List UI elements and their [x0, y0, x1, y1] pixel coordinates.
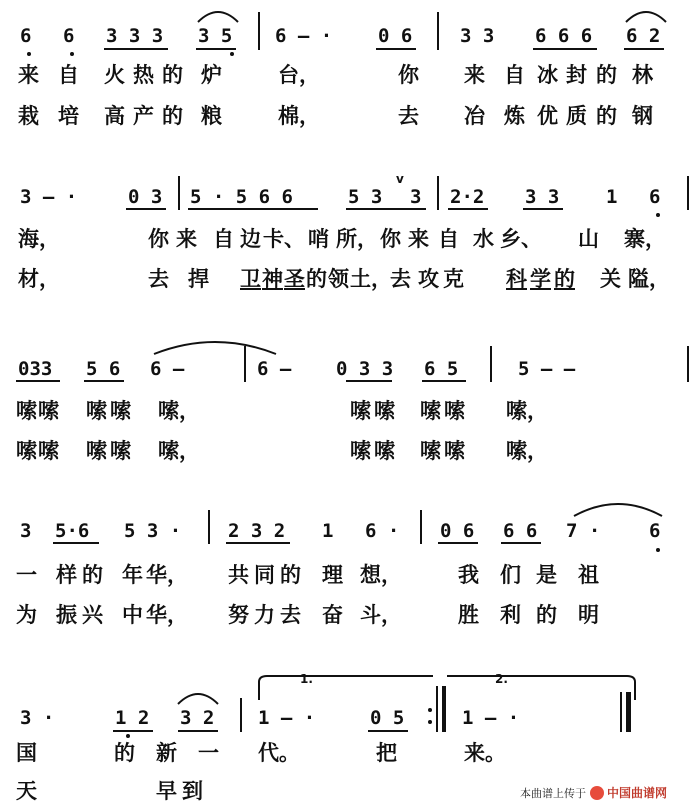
lyric: 祖: [578, 563, 599, 587]
lyric: 你: [148, 227, 169, 251]
lyric: 华，: [146, 603, 188, 627]
lyric: 共: [228, 563, 249, 587]
lyric: 样: [56, 563, 77, 587]
lyric: 攻: [418, 267, 439, 291]
lyric: 嗦: [350, 399, 371, 423]
beam: [84, 380, 124, 382]
lyric: 去: [398, 104, 419, 128]
lyric: 台，: [278, 63, 320, 87]
note-group: 3 3: [525, 186, 560, 208]
lyric: 圣: [284, 267, 305, 291]
lyric: 力: [254, 603, 275, 627]
lyric: 来: [18, 63, 39, 87]
note-group: 2·2: [450, 186, 485, 208]
lyric: 天: [16, 779, 37, 803]
note-group: 0 6: [378, 25, 413, 47]
lyric: 嗦: [444, 439, 465, 463]
music-note-icon: [590, 786, 604, 800]
lyric: 嗦，: [158, 399, 200, 423]
lyric: 土，: [350, 267, 392, 291]
lyric: 的: [162, 63, 183, 87]
site-logo[interactable]: [590, 784, 667, 801]
lyric: 隘，: [628, 267, 670, 291]
lyric: 林: [632, 63, 653, 87]
note-group: 5·6: [55, 520, 90, 542]
lyric: 学: [530, 267, 551, 291]
lyric: 想，: [360, 563, 402, 587]
note-group: 3 – ·: [20, 186, 78, 208]
lyric: 山: [578, 227, 599, 251]
lyric: 国: [16, 741, 37, 765]
beam: [346, 380, 392, 382]
lyric: 嗦: [374, 399, 395, 423]
note-group: 6 –: [150, 358, 185, 380]
beam: [438, 542, 478, 544]
lyric: 斗，: [360, 603, 402, 627]
note-group: 033: [18, 358, 53, 380]
beam: [624, 48, 664, 50]
lyric: 炉: [201, 63, 222, 87]
lyric: 捍: [188, 267, 209, 291]
breath-mark: v: [396, 172, 404, 186]
lyric: 钢: [632, 104, 653, 128]
note-group: 0 3: [128, 186, 163, 208]
lyric: 棉，: [278, 104, 320, 128]
note-group: 5 · 5 6 6: [190, 186, 293, 208]
lyric: 自: [504, 63, 525, 87]
note-group: 6 6 6: [535, 25, 593, 47]
note-group: 1 2: [115, 707, 150, 729]
lyric: 卫: [240, 267, 261, 291]
lyric: 的: [162, 104, 183, 128]
beam: [16, 380, 60, 382]
note-group: 5 3: [348, 186, 383, 208]
lyric: 嗦: [16, 399, 37, 423]
repeat-barline: [436, 686, 438, 732]
lyric: 边: [240, 227, 261, 251]
lyric: 产: [133, 104, 154, 128]
note-group: 6 – ·: [275, 25, 333, 47]
barline: [208, 510, 210, 544]
lyric: 的: [596, 63, 617, 87]
lyric: 高: [104, 104, 125, 128]
lyric: 嗦: [38, 399, 59, 423]
lyric: 中: [122, 603, 143, 627]
slur: [196, 6, 240, 24]
repeat-dot: [428, 708, 432, 712]
lyric: 封: [566, 63, 587, 87]
note-group: 1 – ·: [258, 707, 316, 729]
lyric: 热: [133, 63, 154, 87]
beam: [368, 730, 408, 732]
lyric: 炼: [504, 104, 525, 128]
lyric: 所，: [336, 227, 378, 251]
beam: [533, 48, 597, 50]
lyric: 我: [458, 563, 479, 587]
lyric: 的: [280, 563, 301, 587]
lyric: 去: [148, 267, 169, 291]
octave-dot: [126, 734, 130, 738]
beam: [113, 730, 153, 732]
lyric: 理: [322, 563, 343, 587]
lyric: 一: [16, 563, 37, 587]
lyric: 寨，: [624, 227, 666, 251]
lyric: 兴: [82, 603, 103, 627]
slur: [176, 688, 220, 706]
lyric: 来: [176, 227, 197, 251]
tie: [570, 498, 666, 518]
lyric: 嗦: [110, 399, 131, 423]
lyric: 来: [408, 227, 429, 251]
lyric: 年: [122, 563, 143, 587]
note-group: 3 ·: [20, 707, 55, 729]
lyric: 利: [500, 603, 521, 627]
beam: [523, 208, 563, 210]
beam: [226, 542, 290, 544]
lyric: 的: [596, 104, 617, 128]
beam: [501, 542, 541, 544]
lyric: 你: [380, 227, 401, 251]
repeat-barline: [442, 686, 446, 732]
note-group: 3 3 3: [106, 25, 164, 47]
lyric: 明: [578, 603, 599, 627]
lyric: 关: [600, 267, 621, 291]
volta-1-label: 1.: [300, 672, 313, 686]
lyric: 乡、: [500, 227, 542, 251]
octave-dot: [70, 52, 74, 56]
note-group: 5 3 ·: [124, 520, 182, 542]
note-group: 6 2: [626, 25, 661, 47]
lyric: 粮: [201, 104, 222, 128]
lyric: 把: [376, 741, 397, 765]
lyric: 嗦: [374, 439, 395, 463]
lyric: 来。: [464, 741, 506, 765]
note-group: 0 3 3: [336, 358, 394, 380]
beam: [196, 48, 236, 50]
lyric: 胜: [458, 603, 479, 627]
note-group: 5 – –: [518, 358, 576, 380]
lyric: 嗦: [86, 399, 107, 423]
lyric: 嗦，: [158, 439, 200, 463]
lyric: 卡、: [263, 227, 305, 251]
beam: [422, 380, 466, 382]
lyric: 嗦: [16, 439, 37, 463]
note: 6: [649, 186, 661, 208]
lyric: 克: [443, 267, 464, 291]
lyric: 自: [58, 63, 79, 87]
note: 1: [322, 520, 334, 542]
lyric: 们: [500, 563, 521, 587]
note: 3: [20, 520, 32, 542]
note-group: 6 5: [424, 358, 459, 380]
tie: [150, 336, 280, 356]
volta-2-label: 2.: [495, 672, 508, 686]
lyric: 优: [537, 104, 558, 128]
note: 6: [649, 520, 661, 542]
lyric: 去: [280, 603, 301, 627]
beam: [178, 730, 218, 732]
beam: [346, 208, 426, 210]
site-name: 中国曲谱网: [607, 786, 668, 800]
lyric: 嗦: [38, 439, 59, 463]
barline: [258, 12, 260, 50]
octave-dot: [656, 213, 660, 217]
lyric: 的: [536, 603, 557, 627]
lyric: 新: [156, 741, 177, 765]
lyric: 为: [16, 603, 37, 627]
lyric: 材，: [18, 267, 60, 291]
note-group: 3 5: [198, 25, 233, 47]
lyric: 同: [254, 563, 275, 587]
lyric: 华，: [146, 563, 188, 587]
barline: [178, 176, 180, 210]
lyric: 嗦: [420, 439, 441, 463]
octave-dot: [230, 52, 234, 56]
final-barline: [626, 692, 631, 732]
lyric: 嗦: [420, 399, 441, 423]
lyric: 振: [56, 603, 77, 627]
note-group: 3 2: [180, 707, 215, 729]
note: 6: [63, 25, 75, 47]
beam: [104, 48, 168, 50]
note: 6: [20, 25, 32, 47]
lyric: 代。: [258, 741, 300, 765]
lyric: 嗦: [86, 439, 107, 463]
lyric: 嗦，: [506, 439, 548, 463]
note: 1: [606, 186, 618, 208]
lyric: 科: [506, 267, 527, 291]
footer-text: 本曲谱上传于: [520, 787, 586, 800]
lyric: 的: [114, 741, 135, 765]
note-group: 6 ·: [365, 520, 400, 542]
lyric: 自: [438, 227, 459, 251]
note-group: 6 –: [257, 358, 292, 380]
lyric: 嗦: [444, 399, 465, 423]
lyric: 去: [390, 267, 411, 291]
lyric: 是: [536, 563, 557, 587]
barline: [490, 346, 492, 382]
lyric: 嗦: [350, 439, 371, 463]
lyric: 奋: [322, 603, 343, 627]
barline: [437, 176, 439, 210]
lyric: 哨: [308, 227, 329, 251]
note-group: 1 – ·: [462, 707, 520, 729]
lyric: 你: [398, 63, 419, 87]
final-barline: [620, 692, 622, 732]
barline: [420, 510, 422, 544]
octave-dot: [656, 548, 660, 552]
lyric: 嗦，: [506, 399, 548, 423]
lyric: 自: [213, 227, 234, 251]
note-group: 5 6: [86, 358, 121, 380]
lyric: 栽: [18, 104, 39, 128]
lyric: 冰: [537, 63, 558, 87]
barline: [437, 12, 439, 50]
note-group: 0 6: [440, 520, 475, 542]
lyric: 领: [328, 267, 349, 291]
lyric: 一: [198, 741, 219, 765]
beam: [376, 48, 416, 50]
lyric: 火: [104, 63, 125, 87]
barline: [240, 698, 242, 732]
note-group: 2 3 2: [228, 520, 286, 542]
lyric: 的: [306, 267, 327, 291]
octave-dot: [27, 52, 31, 56]
lyric: 水: [473, 227, 494, 251]
beam: [188, 208, 318, 210]
lyric: 来: [464, 63, 485, 87]
lyric: 嗦: [110, 439, 131, 463]
note-group: 0 5: [370, 707, 405, 729]
lyric: 早: [156, 779, 177, 803]
beam: [448, 208, 488, 210]
barline: [687, 176, 689, 210]
slur: [624, 6, 668, 24]
beam: [126, 208, 166, 210]
lyric: 海，: [18, 227, 60, 251]
note-group: 7 ·: [566, 520, 601, 542]
note-group: 6 6: [503, 520, 538, 542]
repeat-dot: [428, 720, 432, 724]
lyric: 培: [58, 104, 79, 128]
lyric: 质: [566, 104, 587, 128]
lyric: 神: [262, 267, 283, 291]
lyric: 的: [554, 267, 575, 291]
lyric: 到: [182, 779, 203, 803]
upload-footer: [520, 784, 667, 801]
lyric: 冶: [464, 104, 485, 128]
note-group: 3 3: [460, 25, 495, 47]
lyric: 努: [228, 603, 249, 627]
lyric: 的: [82, 563, 103, 587]
note: 3: [410, 186, 422, 208]
beam: [53, 542, 99, 544]
barline: [687, 346, 689, 382]
